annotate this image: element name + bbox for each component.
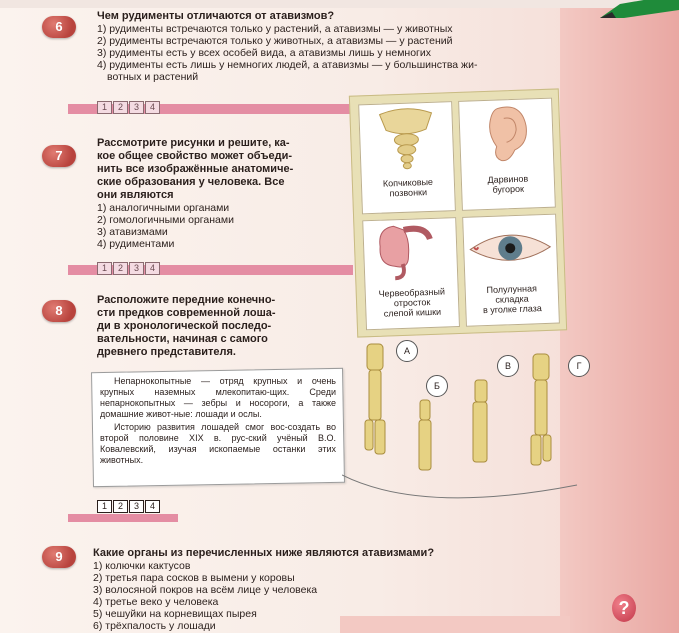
question-number-badge: 6: [42, 16, 76, 38]
question-number-badge: 7: [42, 145, 76, 167]
info-text: [100, 376, 336, 468]
horse-limb-g: [531, 354, 551, 465]
image-caption: бугорок: [492, 183, 525, 195]
option-text: 3) атавизмами: [97, 226, 168, 238]
option-text: 6) трёхпалость у лошади: [93, 620, 216, 632]
limb-label: Г: [568, 355, 590, 377]
answer-box[interactable]: 4: [145, 500, 160, 513]
answer-box[interactable]: 3: [129, 500, 144, 513]
answer-box[interactable]: 4: [145, 101, 160, 114]
image-caption: Полулунная: [486, 283, 538, 296]
info-paragraph: Непарнокопытные — отряд крупных и очень крупных наземных млекопитаю-щих. Среди непарнокопытных — зебры и носороги, а также домашние живот-ные: лошади и ослы.: [100, 376, 336, 419]
title-line: Рассмотрите рисунки и решите, ка-: [97, 137, 290, 149]
option-text: 2) гомологичными органами: [97, 214, 234, 226]
title-line: ди в хронологической последо-: [97, 320, 272, 332]
option-text: 2) третья пара сосков в вымени у коровы: [93, 572, 295, 584]
horse-limbs-illustration: [355, 340, 565, 480]
horse-limb-a: [365, 344, 385, 454]
question-number-badge: 8: [42, 300, 76, 322]
title-line: вательности, начиная с самого: [97, 333, 268, 345]
answer-boxes[interactable]: [97, 500, 161, 513]
limb-label: Б: [426, 375, 448, 397]
limb-label: А: [396, 340, 418, 362]
limb-label: В: [497, 355, 519, 377]
title-line: ские образования у человека. Все: [97, 176, 285, 188]
answer-box[interactable]: 3: [129, 262, 144, 275]
option-text: 1) рудименты встречаются только у растений, а атавизмы — у животных: [97, 23, 453, 35]
image-caption: Червеобразный: [378, 286, 446, 299]
image-cell: [362, 217, 460, 330]
title-line: сти предков современной лоша-: [97, 307, 276, 319]
option-text: 4) рудименты есть лишь у немногих людей, а атавизмы — у большинства жи-: [97, 59, 478, 71]
option-text: 2) рудименты встречаются только у животных, а атавизмы — у растений: [97, 35, 453, 47]
option-text: 4) третье веко у человека: [93, 596, 219, 608]
answer-box[interactable]: 3: [129, 101, 144, 114]
answer-box[interactable]: 1: [97, 500, 112, 513]
eye-icon: [463, 215, 557, 280]
bottom-band: [340, 616, 570, 633]
question-title: Чем рудименты отличаются от атавизмов?: [97, 10, 335, 22]
image-caption: слепой кишки: [383, 306, 442, 319]
question-number-badge: 9: [42, 546, 76, 568]
answer-box[interactable]: 1: [97, 262, 112, 275]
question-title: Какие органы из перечисленных ниже являются атавизмами?: [93, 547, 435, 559]
answer-box[interactable]: 2: [113, 101, 128, 114]
title-line: нить все изображённые анатомиче-: [97, 163, 294, 175]
answer-box[interactable]: 1: [97, 101, 112, 114]
answer-boxes[interactable]: [97, 101, 161, 114]
option-text: 4) рудиментами: [97, 238, 175, 250]
top-strip: [0, 0, 679, 8]
option-text: 1) аналогичными органами: [97, 202, 230, 214]
option-text: 5) чешуйки на корневищах пырея: [93, 608, 257, 620]
answer-box[interactable]: 4: [145, 262, 160, 275]
ear-icon: [459, 99, 553, 172]
image-cell: [458, 98, 556, 211]
appendix-icon: [363, 218, 457, 283]
title-line: древнего представителя.: [97, 346, 236, 358]
title-line: они являются: [97, 189, 174, 201]
title-line: Расположите передние конечно-: [97, 294, 276, 306]
page-edge-band: [560, 0, 679, 633]
image-caption: в уголке глаза: [482, 303, 542, 316]
info-paragraph: Историю развития лошадей смог вос-создать во второй половине XIX в. рус-ский учёный В.О. Ковалевский, изучая ископаемые останки этих животных.: [100, 422, 336, 465]
image-caption: позвонки: [389, 187, 428, 199]
divider-bar: [68, 514, 178, 522]
answer-box[interactable]: 2: [113, 500, 128, 513]
image-caption: отросток: [393, 297, 431, 309]
option-text: 3) волосяной покров на всём лице у человека: [93, 584, 318, 596]
anatomy-image-panel: [349, 88, 567, 337]
pencil-icon: [600, 0, 679, 18]
option-text: 3) рудименты есть у всех особей вида, а атавизмы лишь у немногих: [97, 47, 431, 59]
image-cell: [462, 214, 560, 327]
answer-boxes[interactable]: [97, 262, 161, 275]
coccyx-bones-icon: [359, 102, 453, 175]
image-caption: Копчиковые: [382, 176, 434, 189]
title-line: кое общее свойство может объеди-: [97, 150, 293, 162]
horse-limb-v: [473, 380, 487, 462]
image-cell: [358, 101, 456, 214]
option-text: 1) колючки кактусов: [93, 560, 191, 572]
help-icon[interactable]: ?: [612, 594, 636, 622]
option-text: вотных и растений: [107, 71, 199, 83]
horse-limb-b: [419, 400, 431, 470]
image-caption: Дарвинов: [487, 173, 529, 185]
answer-box[interactable]: 2: [113, 262, 128, 275]
image-caption: складка: [495, 293, 529, 305]
